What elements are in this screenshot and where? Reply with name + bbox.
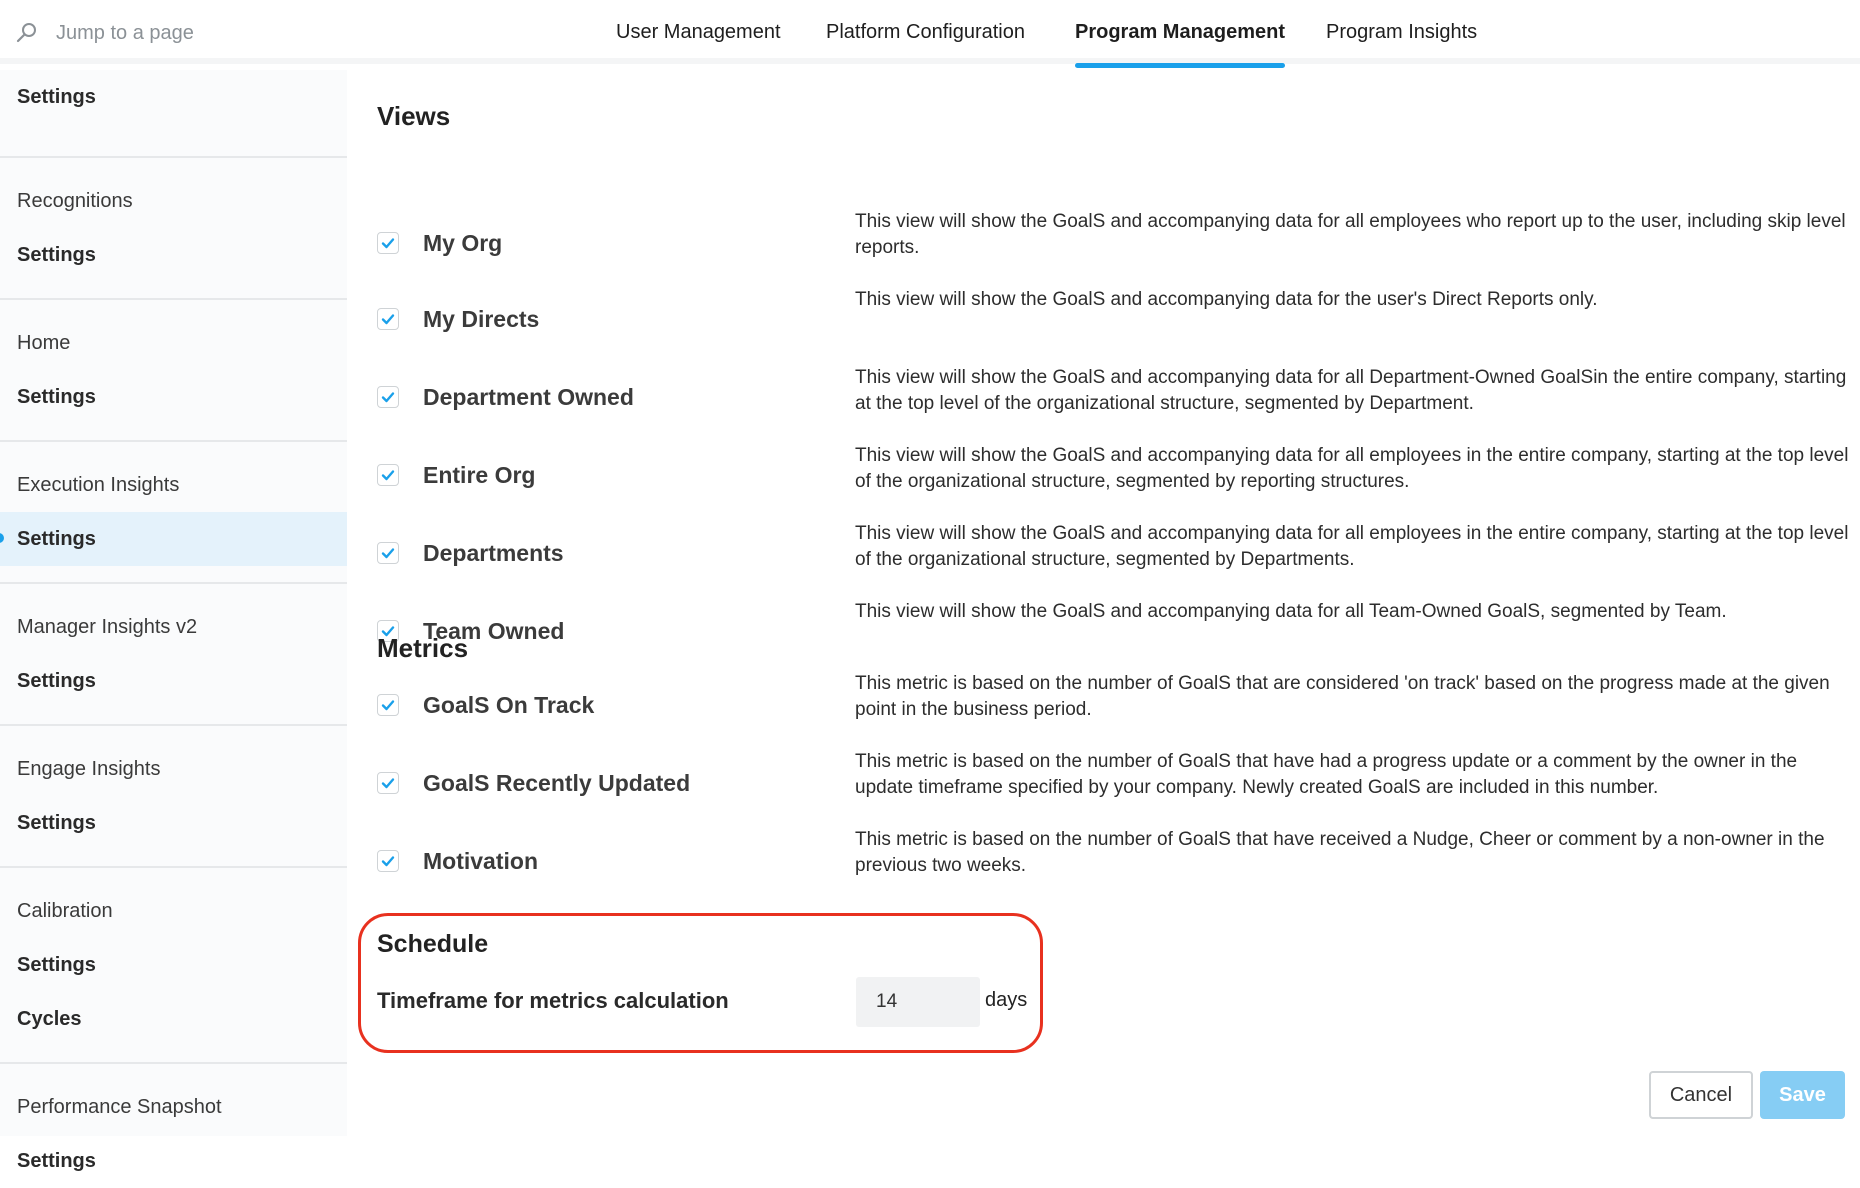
search-icon — [16, 22, 38, 44]
option-label: GoalS Recently Updated — [423, 770, 691, 796]
search-box[interactable] — [16, 18, 194, 48]
checkmark-icon — [381, 236, 395, 250]
sidebar-item-manager-insights-v2[interactable]: Manager Insights v2 — [17, 615, 198, 638]
checkmark-icon — [381, 390, 395, 404]
metrics-section-title: Metrics — [377, 633, 469, 663]
option-description: This view will show the GoalS and accompanying data for all Team-Owned GoalS, segmented by Team. — [855, 601, 1727, 622]
sidebar-item-performance-snapshot-settings[interactable]: Settings — [17, 1149, 96, 1172]
checkbox[interactable] — [377, 464, 399, 486]
checkmark-icon — [381, 776, 395, 790]
top-bar — [0, 0, 1860, 64]
checkbox[interactable] — [377, 694, 399, 716]
schedule-section-title: Schedule — [377, 930, 489, 958]
sidebar-item-recognitions[interactable]: Recognitions — [17, 189, 133, 212]
sidebar-item-recognitions-settings[interactable]: Settings — [17, 243, 96, 266]
timeframe-unit: days — [985, 989, 1028, 1011]
option-label: Team Owned — [423, 618, 565, 644]
cancel-button[interactable]: Cancel — [1649, 1071, 1753, 1119]
option-label: Department Owned — [423, 384, 634, 410]
main-content — [347, 70, 1860, 1136]
option-description: This view will show the GoalS and accompanying data for all employees who report up to the user, including skip level reports. — [855, 211, 1846, 258]
sidebar-group — [0, 868, 347, 1064]
sidebar — [0, 70, 347, 1172]
checkmark-icon — [381, 312, 395, 326]
checkbox[interactable] — [377, 386, 399, 408]
option-label: Departments — [423, 540, 564, 566]
tab-program-insights[interactable] — [1326, 0, 1477, 64]
sidebar-group — [0, 70, 347, 158]
sidebar-item-performance-snapshot[interactable]: Performance Snapshot — [17, 1095, 222, 1118]
option-description: This metric is based on the number of GoalS that are considered 'on track' based on the progress made at the given point in the business period. — [855, 673, 1830, 720]
option-description: This metric is based on the number of GoalS that have received a Nudge, Cheer or comment by a non-owner in the previous two weeks. — [855, 829, 1825, 876]
tab-label: Program Management — [1075, 20, 1286, 43]
sidebar-group — [0, 726, 347, 868]
checkmark-icon — [381, 546, 395, 560]
views-section-title: Views — [377, 101, 451, 131]
option-label: Entire Org — [423, 462, 536, 488]
checkbox[interactable] — [377, 308, 399, 330]
option-description: This view will show the GoalS and accompanying data for all employees in the entire company, starting at the top level of the organizational structure, segmented by Departments. — [855, 523, 1849, 570]
tab-label: Platform Configuration — [826, 20, 1025, 43]
checkbox[interactable] — [377, 232, 399, 254]
checkmark-icon — [381, 854, 395, 868]
checkbox[interactable] — [377, 542, 399, 564]
tab-platform-configuration[interactable] — [826, 0, 1025, 64]
tab-user-management[interactable] — [616, 0, 781, 64]
sidebar-item-execution-insights-settings[interactable]: Settings — [0, 512, 347, 566]
tab-label: User Management — [616, 20, 781, 43]
sidebar-item-execution-insights[interactable]: Execution Insights — [17, 473, 180, 496]
sidebar-group — [0, 300, 347, 442]
sidebar-item-home[interactable]: Home — [17, 331, 71, 354]
sidebar-item-engage-insights-settings[interactable]: Settings — [17, 811, 96, 834]
tab-label: Program Insights — [1326, 20, 1478, 43]
sidebar-group — [0, 442, 347, 584]
sidebar-group — [0, 1064, 347, 1188]
sidebar-item-calibration-settings[interactable]: Settings — [17, 953, 96, 976]
sidebar-group — [0, 158, 347, 300]
option-label: My Org — [423, 230, 503, 256]
sidebar-item-manager-insights-settings[interactable]: Settings — [17, 669, 96, 692]
sidebar-item-settings[interactable]: Settings — [17, 85, 96, 108]
sidebar-item-calibration[interactable]: Calibration — [17, 899, 113, 922]
tab-program-management[interactable] — [1075, 0, 1285, 64]
sidebar-item-home-settings[interactable]: Settings — [17, 385, 96, 408]
checkmark-icon — [381, 698, 395, 712]
checkbox[interactable] — [377, 772, 399, 794]
checkmark-icon — [381, 468, 395, 482]
option-description: This view will show the GoalS and accompanying data for all Department-Owned GoalSin the entire company, starting at the top level of the organizational structure, segmented by Department. — [855, 367, 1847, 414]
option-label: Motivation — [423, 848, 538, 874]
option-description: This view will show the GoalS and accompanying data for the user's Direct Reports only. — [855, 289, 1598, 310]
timeframe-days-input[interactable] — [856, 977, 980, 1027]
active-tab-indicator — [1075, 63, 1285, 68]
option-label: GoalS On Track — [423, 692, 595, 718]
option-description: This metric is based on the number of GoalS that have had a progress update or a comment by the owner in the update timeframe specified by your company. Newly created GoalS are included in this number. — [855, 751, 1798, 798]
option-description: This view will show the GoalS and accompanying data for all employees in the entire company, starting at the top level of the organizational structure, segmented by reporting structures. — [855, 445, 1849, 492]
timeframe-label: Timeframe for metrics calculation — [377, 988, 729, 1013]
checkbox[interactable] — [377, 850, 399, 872]
search-placeholder[interactable]: Jump to a page — [56, 21, 194, 44]
option-label: My Directs — [423, 306, 540, 332]
sidebar-group — [0, 584, 347, 726]
sidebar-item-engage-insights[interactable]: Engage Insights — [17, 757, 161, 780]
sidebar-item-calibration-cycles[interactable]: Cycles — [17, 1007, 82, 1030]
save-button[interactable]: Save — [1760, 1071, 1845, 1119]
